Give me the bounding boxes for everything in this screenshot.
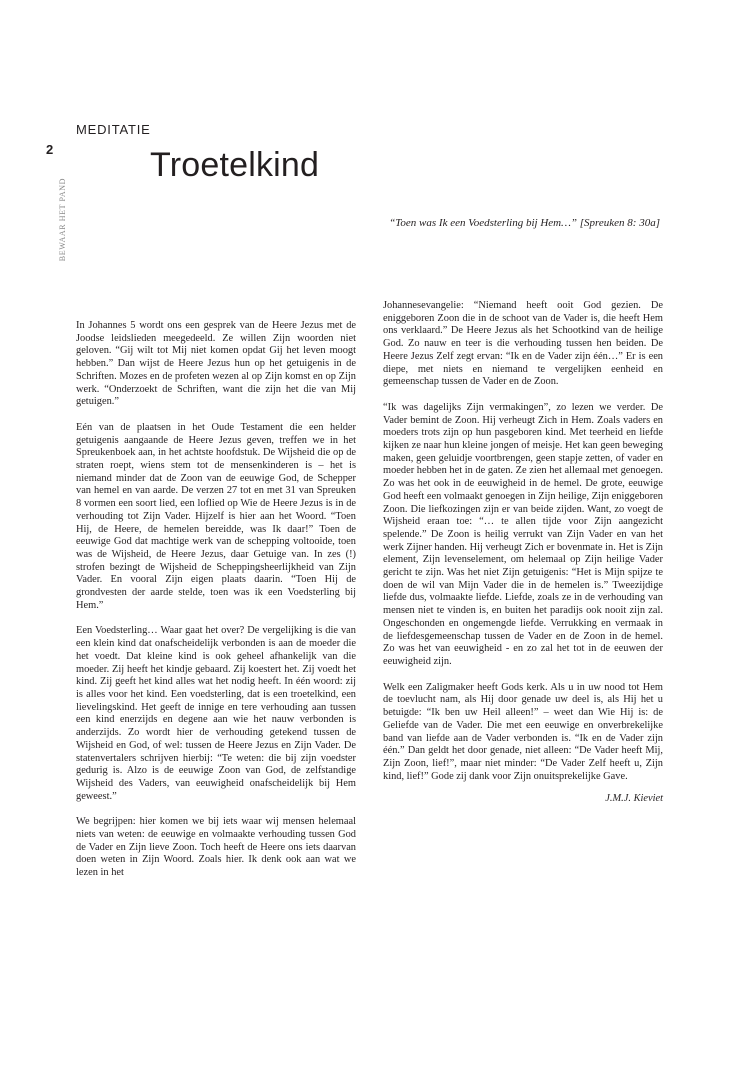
side-label: BEWAAR HET PAND bbox=[58, 178, 67, 262]
paragraph: Eén van de plaatsen in het Oude Testament die een helder getuigenis aangaande de Heere Jezus geven, treffen we in het Spreukenboek aan, in het achtste hoofdstuk. De Wijsheid die op de straten roept, wiens stem tot de mensenkinderen is – het is niemand minder dat de Zoon van de eeuwige God, de Schepper van hemel en van aarde. De verzen 27 tot en met 31 van Spreuken 8 vormen een soort lied, een loflied op Wie de Heere Jezus is in de verhouding tot Zijn Vader. Hijzelf is hier aan het Woord. “Toen Hij, de Heere, de hemelen bereidde, was Ik daar!” Toen de eeuwige God dat machtige werk van de schepping voltooide, toen was de Wijsheid, de Heere Jezus, daar Getuige van. In zes (!) strofen bezingt de Wijsheid de Scheppingsheerlijkheid van Zijn Vader. En vooral Zijn eigen plaats daarin. “Toen Hij de grondvesten der aarde stelde, toen was ik een Voedsterling bij Hem.” bbox=[76, 421, 356, 611]
paragraph: Johannesevangelie: “Niemand heeft ooit God gezien. De eniggeboren Zoon die in de schoot van de Vader is, die heeft Hem ons verklaard.” De Heere Jezus als het Schootkind van de heilige God. Zo nauw en teer is die verhouding tussen hen beiden. De Heere Jezus Zelf zegt ervan: “Ik en de Vader zijn één…” Er is een diepe, met niets en niemand te vergelijken eenheid en gemeenschap tussen de Vader en de Zoon. bbox=[383, 300, 663, 388]
page-title: Troetelkind bbox=[150, 146, 320, 184]
paragraph: In Johannes 5 wordt ons een gesprek van de Heere Jezus met de Joodse leidslieden meegedeeld. Ze willen Zijn woorden niet geloven. “Gij wilt tot Mij niet komen opdat Gij het leven moogt hebben.” Dan wijst de Heere Jezus hun op het getuigenis in de Schriften. Mozes en de profeten wezen al op Zijn komst en op Zijn werk. “Onderzoekt de Schriften, want die zijn het die van Mij getuigen.” bbox=[76, 320, 356, 408]
section-label: MEDITATIE bbox=[76, 122, 151, 137]
paragraph: We begrijpen: hier komen we bij iets waar wij mensen helemaal niets van weten: de eeuwige en volmaakte verhouding tussen God de Vader en Zijn lieve Zoon. Toch heeft de Heere ons iets daarvan doen weten in Zijn Woord. Zoals hier. Ik denk ook aan wat we lezen in het bbox=[76, 816, 356, 879]
paragraph: Welk een Zaligmaker heeft Gods kerk. Als u in uw nood tot Hem de toevlucht nam, als Hij door genade uw deel is, als Hij het u betuigde: “Ik ben uw Heil alleen!” – weet dan Wie Hij is: de Geliefde van de Vader. Die met een eeuwige en onverbrekelijke band van liefde aan de Vader verbonden is. “Ik en de Vader zijn één.” Dan geldt het door genade, niet alleen: “De Vader heeft Mij, Zijn Zoon, lief!”, maar niet minder: “De Vader Zelf heeft u, Zijn kind, lief!” Gode zij dank voor Zijn onuitsprekelijke Gave. bbox=[383, 681, 663, 782]
article-column-right bbox=[383, 300, 663, 806]
article-column-left bbox=[76, 320, 356, 893]
paragraph: “Ik was dagelijks Zijn vermakingen”, zo lezen we verder. De Vader bemint de Zoon. Hij verheugt Zich in Hem. Zoals vaders en moeders trots zijn op hun pasgeboren kind. Met teerheid en liefde kijken ze naar hun kleine jongen of meisje. Het kan geen beweging maken, geen geluidje voortbrengen, geen stapje zetten, of vader en moeder hebben het in de gaten. Ze zien het allemaal met genoegen. Zo was het ook in de eeuwigheid in de hemel. De grote, eeuwige God heeft een volmaakt genoegen in Zijn heilige, Zijn eniggeboren Zoon. Die liefkozingen zijn er van beide zijden. Want, zo voegt de Wijsheid eraan toe: “… te allen tijde voor Zijn aangezicht spelende.” De Zoon is heilig verrukt van Zijn Vader en van het werk Zijner handen. Hij verheugt Zich er bovenmate in. Het is Zijn element, Zijn levenselement, om helemaal op Zijn heilige Vader gericht te zijn. Was het niet Zijn getuigenis: “Het is Mijn spijze te doen de wil van Mijn Vader die in de hemelen is.” Tweezijdige liefde dus, volmaakte liefde. Liefde, zoals ze in de verhouding van mensen niet te vinden is, en buiten het paradijs ook nooit zijn zal. Ongeschonden en ongemengde liefde. Verrukking en vermaak in de liefdesgemeenschap tussen de Vader en de Zoon in de hemel. Zo was het van eeuwigheid - en zo zal het tot in de eeuwen der eeuwigheid zijn. bbox=[383, 401, 663, 667]
page-number: 2 bbox=[46, 142, 54, 157]
paragraph: Een Voedsterling… Waar gaat het over? De vergelijking is die van een klein kind dat onafscheidelijk verbonden is aan de moeder die het voedt. Dat kleine kind is ook geheel afhankelijk van die moeder. Zij heeft het kindje gebaard. Zij koestert het. Zij voedt het kind. Zij geeft het kind alles wat het nodig heeft. In één woord: zij is alles voor het kind. Een voedsterling, dat is een troetelkind, een lievelingskind. Het geeft de innige en tere verhouding aan tussen een kind enerzijds en degene aan wie het nauw verbonden is anderzijds. Zo wordt hier de verhouding getekend tussen de Wijsheid en God, of wel: tussen de Heere Jezus en Zijn Vader. De statenvertalers schrijven hierbij: “Te weten: die bij zijn voedster gedurig is. Alzo is de eeuwige Zoon van God, de zelfstandige Wijsheid des Vaders, van eeuwigheid onafscheidelijk bij Hem geweest.” bbox=[76, 625, 356, 802]
author-signature: J.M.J. Kieviet bbox=[605, 793, 663, 805]
epigraph: “Toen was Ik een Voedsterling bij Hem…” [Spreuken 8: 30a] bbox=[389, 217, 660, 229]
